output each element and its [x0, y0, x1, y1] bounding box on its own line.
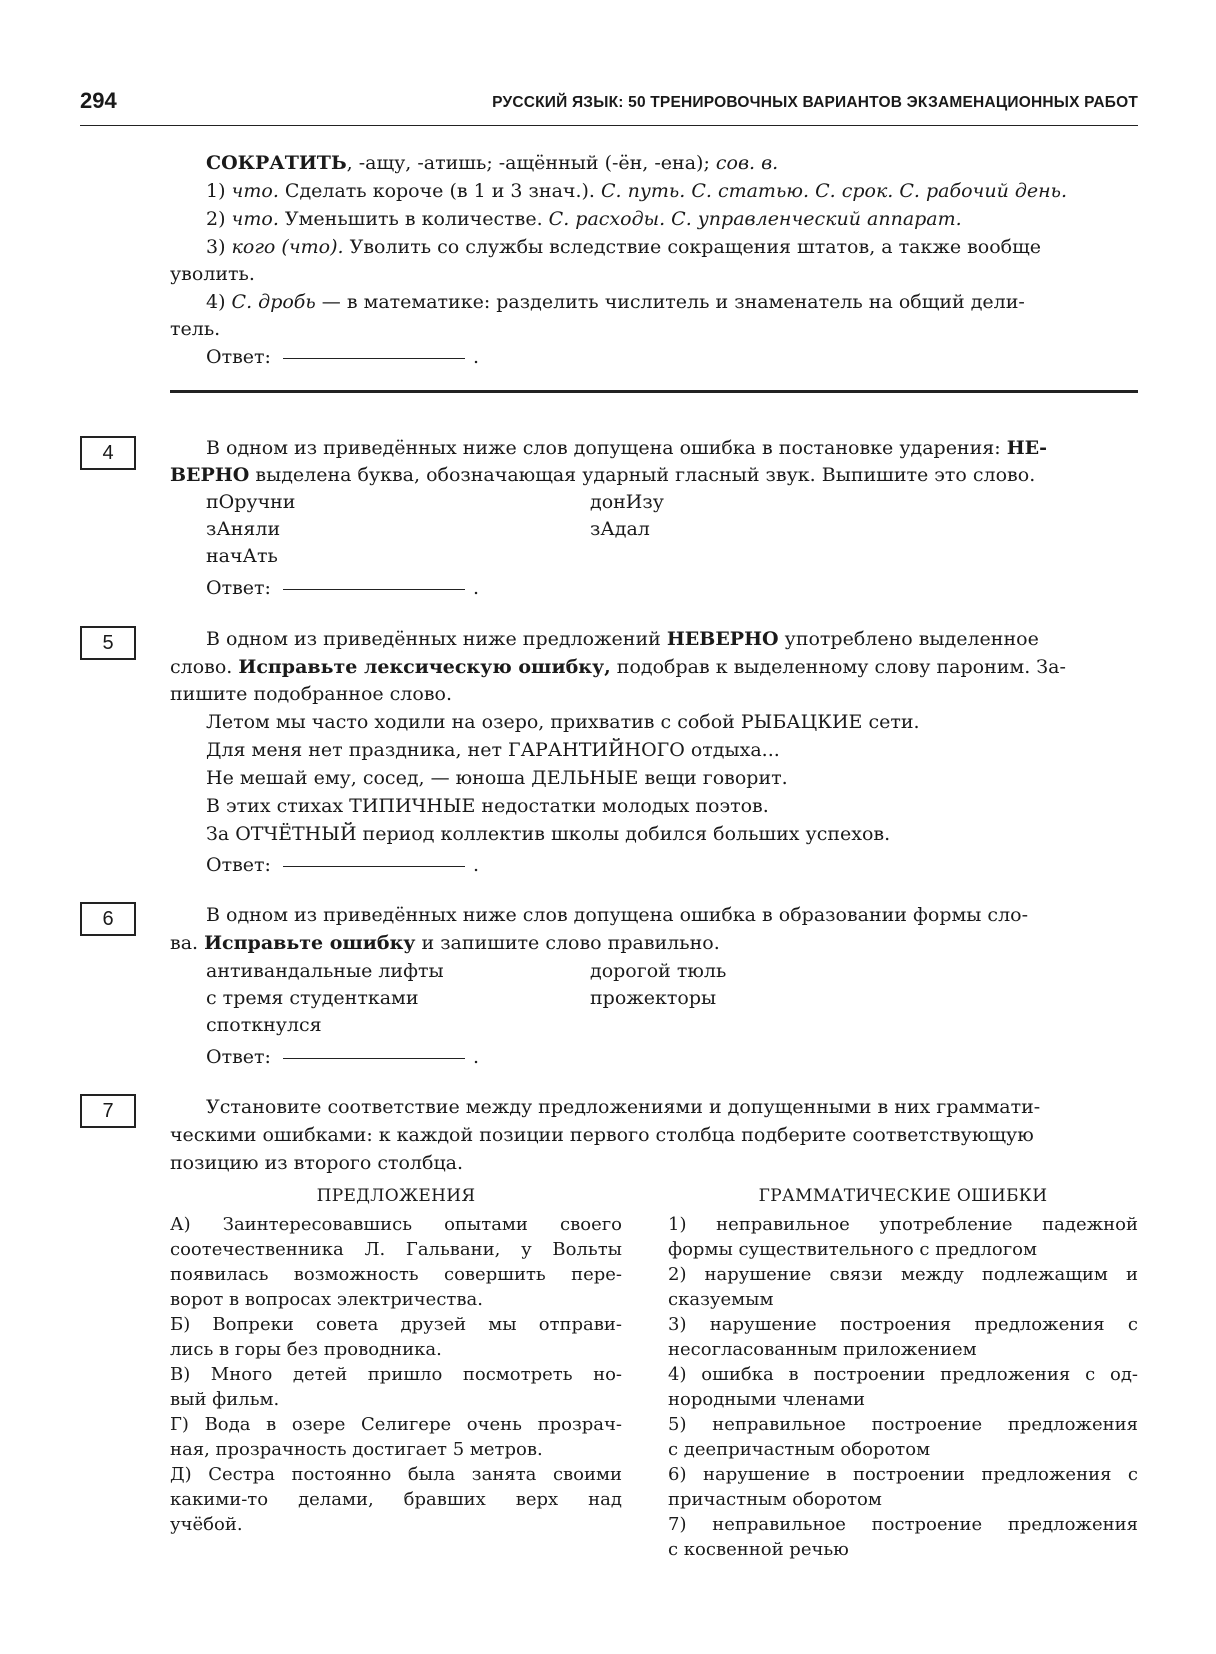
dict-sense-2: 2) что. Уменьшить в количестве. С. расходы. С. управленческий аппарат.: [206, 208, 962, 230]
dict-sense-3-cont: уволить.: [170, 263, 255, 285]
dict-sense-1: 1) что. Сделать короче (в 1 и 3 знач.). С. путь. С. статью. С. срок. С. рабочий день.: [206, 180, 1068, 202]
task5-sentence: Для меня нет праздника, нет ГАРАНТИЙНОГО отдыха...: [206, 739, 780, 761]
sentence-line: какими-то делами, бравших верх над: [170, 1489, 622, 1510]
task5-text-3: пишите подобранное слово.: [170, 683, 452, 705]
task4-word: зАдал: [590, 518, 650, 540]
error-option-line: 1) неправильное употребление падежной: [668, 1214, 1138, 1235]
task6-text-2: ва. Исправьте ошибку и запишите слово правильно.: [170, 932, 720, 954]
error-option-line: 5) неправильное построение предложения: [668, 1414, 1138, 1435]
task5-text-1: В одном из приведённых ниже предложений НЕВЕРНО употреблено выделенное: [206, 628, 1039, 650]
error-option-line: нородными членами: [668, 1389, 866, 1410]
task6-text-1: В одном из приведённых ниже слов допущена ошибка в образовании формы сло-: [206, 904, 1028, 926]
sentence-line: вый фильм.: [170, 1389, 280, 1410]
sentence-line: лись в горы без проводника.: [170, 1339, 442, 1360]
task6-word: дорогой тюль: [590, 960, 727, 982]
sentence-line: соотечественника Л. Гальвани, у Вольты: [170, 1239, 622, 1260]
answer-field[interactable]: [283, 1057, 465, 1059]
section-rule: [170, 390, 1138, 393]
error-option-line: причастным оборотом: [668, 1489, 882, 1510]
task4-text-2: ВЕРНО выделена буква, обозначающая ударный гласный звук. Выпишите это слово.: [170, 464, 1036, 486]
task4-word: начАть: [206, 545, 278, 567]
task5-sentence: Летом мы часто ходили на озеро, прихватив с собой РЫБАЦКИЕ сети.: [206, 711, 920, 733]
error-option-line: с косвенной речью: [668, 1539, 849, 1560]
answer-row: Ответ: .: [206, 346, 479, 368]
error-option-line: 4) ошибка в построении предложения с од-: [668, 1364, 1138, 1385]
task-number-5: 5: [80, 626, 136, 660]
error-option-line: с деепричастным оборотом: [668, 1439, 931, 1460]
task6-word: с тремя студентками: [206, 987, 419, 1009]
dict-sense-4-cont: тель.: [170, 318, 221, 340]
error-option-line: 2) нарушение связи между подлежащим и: [668, 1264, 1138, 1285]
task7-text-1: Установите соответствие между предложениями и допущенными в них граммати-: [206, 1096, 1041, 1118]
dict-sense-4: 4) С. дробь — в математике: разделить числитель и знаменатель на общий дели-: [206, 291, 1025, 313]
error-option-line: 7) неправильное построение предложения: [668, 1514, 1138, 1535]
task-number-7: 7: [80, 1094, 136, 1128]
sentence-line: В) Много детей пришло посмотреть но-: [170, 1364, 622, 1385]
sentence-line: учёбой.: [170, 1514, 243, 1535]
sentence-line: ная, прозрачность достигает 5 метров.: [170, 1439, 543, 1460]
sentence-line: Б) Вопреки совета друзей мы отправи-: [170, 1314, 622, 1335]
answer-row: Ответ: .: [206, 1046, 479, 1068]
error-option-line: несогласованным приложением: [668, 1339, 977, 1360]
sentence-line: А) Заинтересовавшись опытами своего: [170, 1214, 622, 1235]
answer-field[interactable]: [283, 357, 465, 359]
task5-sentence: Не мешай ему, сосед, — юноша ДЕЛЬНЫЕ вещи говорит.: [206, 767, 788, 789]
task6-word: споткнулся: [206, 1014, 322, 1036]
task7-text-3: позицию из второго столбца.: [170, 1152, 464, 1174]
page-number: 294: [80, 88, 117, 113]
task4-word: пОручни: [206, 491, 296, 513]
dict-sense-3: 3) кого (что). Уволить со службы вследствие сокращения штатов, а также вообще: [206, 236, 1042, 258]
task6-word: антивандальные лифты: [206, 960, 444, 982]
answer-field[interactable]: [283, 865, 465, 867]
error-option-line: 3) нарушение построения предложения с: [668, 1314, 1138, 1335]
right-column-header: ГРАММАТИЧЕСКИЕ ОШИБКИ: [758, 1186, 1048, 1206]
error-option-line: формы существительного с предлогом: [668, 1239, 1037, 1260]
sentence-line: Д) Сестра постоянно была занята своими: [170, 1464, 622, 1485]
dict-headline: СОКРАТИТЬ, -ащу, -атишь; -ащённый (-ён, -ена); сов. в.: [206, 152, 779, 174]
sentence-line: ворот в вопросах электричества.: [170, 1289, 483, 1310]
error-option-line: 6) нарушение в построении предложения с: [668, 1464, 1138, 1485]
header-rule: [80, 125, 1138, 126]
sentence-line: Г) Вода в озере Селигере очень прозрач-: [170, 1414, 622, 1435]
task4-word: зАняли: [206, 518, 281, 540]
task7-text-2: ческими ошибками: к каждой позиции первого столбца подберите соответствующую: [170, 1124, 1034, 1146]
error-option-line: сказуемым: [668, 1289, 774, 1310]
task-number-6: 6: [80, 902, 136, 936]
task4-word: донИзу: [590, 491, 664, 513]
task5-sentence: За ОТЧЁТНЫЙ период коллектив школы добился больших успехов.: [206, 823, 891, 845]
answer-row: Ответ: .: [206, 854, 479, 876]
left-column-header: ПРЕДЛОЖЕНИЯ: [316, 1186, 476, 1206]
task4-text-1: В одном из приведённых ниже слов допущена ошибка в постановке ударения: НЕ-: [206, 437, 1048, 459]
answer-field[interactable]: [283, 588, 465, 590]
sentence-line: появилась возможность совершить пере-: [170, 1264, 622, 1285]
book-title: РУССКИЙ ЯЗЫК: 50 ТРЕНИРОВОЧНЫХ ВАРИАНТОВ ЭКЗАМЕНАЦИОННЫХ РАБОТ: [492, 94, 1138, 111]
dict-headword: СОКРАТИТЬ: [206, 152, 347, 174]
task5-text-2: слово. Исправьте лексическую ошибку, подобрав к выделенному слову пароним. За-: [170, 656, 1066, 678]
task5-sentence: В этих стихах ТИПИЧНЫЕ недостатки молодых поэтов.: [206, 795, 769, 817]
task-number-4: 4: [80, 436, 136, 470]
answer-row: Ответ: .: [206, 577, 479, 599]
task6-word: прожекторы: [590, 987, 717, 1009]
